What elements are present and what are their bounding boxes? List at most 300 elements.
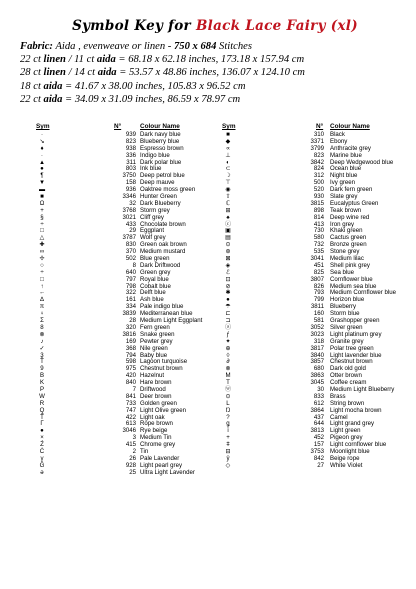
colour-name: Wolf grey	[140, 234, 166, 242]
key-row	[222, 173, 392, 180]
key-row	[222, 187, 392, 194]
colour-number: 161	[125, 296, 136, 304]
colour-name: Cornflower blue	[330, 275, 373, 283]
symbol: M	[225, 372, 231, 380]
colour-number: 598	[125, 358, 136, 366]
key-row	[222, 366, 392, 373]
colour-name: Hunter Green	[140, 193, 177, 201]
colour-name: Night blue	[330, 172, 358, 180]
size-part-a: 22 ct	[20, 93, 44, 105]
colour-name: White Violet	[330, 461, 363, 469]
colour-name: Chrome grey	[140, 441, 176, 449]
symbol: ǂ	[226, 441, 230, 449]
colour-number: 422	[125, 413, 136, 421]
size-part-d: aida	[96, 54, 116, 66]
colour-number: 975	[125, 365, 136, 373]
colour-name: Stone grey	[330, 248, 360, 256]
colour-number: 27	[317, 461, 324, 469]
symbol: ÷	[40, 220, 44, 228]
stitches-suffix: Stitches	[216, 41, 252, 52]
colour-number: 3045	[310, 379, 324, 387]
colour-name: Iron grey	[330, 220, 355, 228]
colour-number: 580	[313, 234, 324, 242]
colour-name: Ash blue	[140, 296, 164, 304]
colour-name: Light grand grey	[330, 420, 375, 428]
colour-name: Rye beige	[140, 427, 168, 435]
colour-number: 26	[129, 454, 136, 462]
colour-number: 29	[129, 227, 136, 235]
colour-name: Golden green	[140, 399, 177, 407]
symbol: ∙	[41, 151, 43, 159]
colour-number: 3864	[310, 406, 324, 414]
number-header: N°	[316, 123, 324, 130]
symbol: ⊙	[225, 241, 231, 249]
pattern-header	[20, 18, 410, 106]
size-line	[20, 66, 410, 79]
colour-number: 825	[313, 268, 324, 276]
colour-name: Dark navy blue	[140, 131, 181, 138]
colour-name: Blueberry blue	[140, 137, 180, 145]
symbol: Q	[39, 406, 45, 414]
key-row	[222, 463, 392, 470]
colour-name: Green oak brown	[140, 241, 187, 249]
symbol: ƒ	[226, 330, 230, 338]
colour-name: Bronze green	[330, 241, 367, 249]
colour-name: Light platinum grey	[330, 330, 382, 338]
symbol: §	[40, 213, 44, 221]
colour-number: 794	[125, 351, 136, 359]
colour-number: 938	[125, 144, 136, 152]
colour-number: 826	[313, 282, 324, 290]
size-part-e: = 53.57 x 48.86 inches, 136.07 x 124.10 cm	[116, 67, 305, 79]
colour-number: 3817	[310, 344, 324, 352]
colour-name: Medium Tin	[140, 434, 172, 442]
size-part-b: linen	[43, 67, 66, 79]
key-row	[222, 215, 392, 222]
colour-number: 3046	[122, 427, 136, 435]
symbol: □	[40, 227, 44, 235]
symbol: ǥ	[226, 420, 230, 428]
symbol: ×	[40, 434, 44, 442]
sym-header: Sym	[36, 123, 50, 130]
symbol: ǝ	[40, 468, 44, 476]
colour-name: Ink blue	[140, 165, 162, 173]
colour-number: 451	[313, 261, 324, 269]
colour-name: Medium Light Blueberry	[330, 385, 395, 393]
symbol: B	[39, 372, 45, 380]
colour-name: Pale indigo blue	[140, 303, 184, 311]
symbol: ▤	[225, 234, 231, 242]
sym-header: Sym	[222, 123, 236, 130]
colour-number: 30	[317, 385, 324, 393]
colour-name: Coffee cream	[330, 379, 367, 387]
colour-number: 793	[313, 289, 324, 297]
size-part-a: 28 ct	[20, 67, 44, 79]
colour-number: 322	[125, 289, 136, 297]
colour-name: Cliff grey	[140, 213, 164, 221]
colour-number: 613	[125, 420, 136, 428]
symbol: ✚	[39, 241, 45, 249]
symbol: ¶	[40, 172, 44, 180]
colour-number: 798	[125, 282, 136, 290]
symbol: ŷ	[226, 454, 230, 462]
symbol: +	[40, 206, 44, 214]
colour-number: 833	[313, 392, 324, 400]
key-row	[222, 421, 392, 428]
symbol: ⊏	[225, 310, 231, 318]
symbol: Ź	[40, 441, 44, 449]
key-row	[222, 428, 392, 435]
colour-name: Nile green	[140, 344, 168, 352]
colour-name: Medium lilac	[330, 255, 364, 263]
symbol: ⊗	[225, 365, 231, 373]
colour-number: 433	[125, 220, 136, 228]
key-row	[222, 132, 392, 139]
colour-name: Green grey	[140, 268, 171, 276]
symbol: ◈	[225, 261, 231, 269]
key-row	[36, 470, 222, 477]
colour-number: 437	[313, 413, 324, 421]
colour-name: Ocean blue	[330, 165, 362, 173]
symbol: ◐	[226, 158, 230, 166]
colour-number: 520	[313, 186, 324, 194]
symbol: ÷	[40, 268, 44, 276]
symbol: ⊕	[225, 344, 231, 352]
colour-number: 500	[313, 179, 324, 187]
title-prefix: Symbol Key for	[72, 18, 191, 34]
colour-number: 3023	[310, 330, 324, 338]
symbol: Σ	[40, 317, 44, 325]
size-lines	[20, 53, 410, 106]
colour-name: Marine blue	[330, 151, 362, 159]
colour-number: 733	[125, 399, 136, 407]
colour-name: Pewter grey	[140, 337, 173, 345]
colour-number: 318	[313, 337, 324, 345]
colour-name: Polar tree green	[330, 344, 374, 352]
colour-name: Otter brown	[330, 372, 362, 380]
colour-number: 32	[129, 199, 136, 207]
colour-name: Chocolate brown	[140, 220, 186, 228]
symbol: ǐ	[227, 427, 229, 435]
symbol: ∂	[226, 358, 230, 366]
symbol: ♀	[39, 310, 45, 318]
colour-number: 3839	[122, 310, 136, 318]
pattern-name: Black Lace Fairy (xl)	[195, 18, 358, 34]
colour-name: Tin	[140, 447, 149, 455]
symbol: ·	[40, 131, 44, 138]
symbol: ◇	[225, 461, 231, 469]
size-line	[20, 93, 410, 106]
symbol: ▣	[225, 227, 231, 235]
size-part-b: aida	[43, 80, 63, 92]
colour-name: Deep petrol blue	[140, 172, 185, 180]
colour-number: 814	[313, 213, 324, 221]
colour-name: Ebony	[330, 137, 348, 145]
colour-name: Chestnut brown	[140, 365, 183, 373]
symbol: ℰ	[226, 268, 230, 276]
symbol: ✦	[225, 337, 231, 345]
colour-name: Medium sea blue	[330, 282, 377, 290]
colour-name: Deer brown	[140, 392, 172, 400]
symbol: ◊	[226, 351, 230, 359]
colour-number: 415	[125, 441, 136, 449]
colour-number: 3768	[122, 206, 136, 214]
colour-number: 320	[125, 323, 136, 331]
colour-name: Dark old gold	[330, 365, 366, 373]
symbol: ●	[226, 296, 230, 304]
colour-number: 842	[313, 454, 324, 462]
left-column	[36, 123, 222, 477]
colour-name: Baby blue	[140, 351, 168, 359]
key-row	[222, 228, 392, 235]
colour-number: 3753	[310, 447, 324, 455]
colour-number: 840	[125, 379, 136, 387]
colour-number: 644	[313, 420, 324, 428]
symbol: Ċ	[39, 447, 45, 455]
symbol: ■	[40, 193, 44, 201]
symbol: ↑	[40, 282, 44, 290]
colour-name: Teak brown	[330, 206, 362, 214]
colour-number: 3799	[310, 144, 324, 152]
colour-name: Medium mustard	[140, 248, 186, 256]
symbol: ⓐ	[224, 323, 232, 331]
symbol: ♦	[40, 144, 44, 152]
symbol: ↘	[39, 137, 45, 145]
key-row	[222, 263, 392, 270]
symbol: γ	[40, 454, 44, 462]
colour-name: Dark fern green	[330, 186, 373, 194]
colour-number: 3857	[310, 358, 324, 366]
symbol: Ĝ	[39, 461, 45, 469]
colour-number: 823	[125, 137, 136, 145]
colour-name: Granite grey	[330, 337, 364, 345]
colour-number: 2	[132, 447, 136, 455]
symbol: ☽	[225, 172, 231, 180]
colour-name: Deep Wedgewood blue	[330, 158, 394, 166]
colour-number: 28	[129, 317, 136, 325]
colour-name: Camel	[330, 413, 348, 421]
symbol: ⊙	[225, 392, 231, 400]
key-row	[222, 408, 392, 415]
key-row	[222, 166, 392, 173]
key-row	[222, 160, 392, 167]
colour-name: Ultra Light Lavender	[140, 468, 195, 476]
colour-name: Light pearl grey	[140, 461, 183, 469]
colour-name: Light cornflower blue	[330, 441, 387, 449]
colour-name: Deep mauve	[140, 179, 175, 187]
symbol: ⊐	[225, 317, 231, 325]
colour-name: Storm grey	[140, 206, 170, 214]
colour-name: Rope brown	[140, 420, 173, 428]
colour-number: 797	[125, 275, 136, 283]
symbol: ◉	[225, 186, 231, 194]
colour-number: 581	[313, 317, 324, 325]
symbol: ⊡	[225, 275, 231, 283]
symbol: +	[226, 434, 230, 442]
symbol: ■	[226, 131, 230, 138]
colour-number: 370	[125, 248, 136, 256]
colour-number: 157	[313, 441, 324, 449]
symbol: ⊟	[225, 447, 231, 455]
colour-name: Eucalyptus Green	[330, 199, 379, 207]
colour-number: 3840	[310, 351, 324, 359]
colour-name: Light green	[330, 427, 361, 435]
symbol: ✱	[225, 289, 231, 297]
colour-number: 334	[125, 303, 136, 311]
symbol: ⊘	[225, 282, 231, 290]
size-part-b: linen	[43, 54, 66, 66]
colour-name: Pale Lavender	[140, 454, 180, 462]
colour-number: 368	[125, 344, 136, 352]
colour-number: 730	[313, 227, 324, 235]
symbol: π	[39, 303, 45, 311]
key-row	[222, 318, 392, 325]
colour-name: Shell pink grey	[330, 261, 370, 269]
colour-name: Hazelnut	[140, 372, 165, 380]
colour-number: 928	[125, 461, 136, 469]
colour-name: Light lavender blue	[330, 351, 382, 359]
colour-name: Chestnut brown	[330, 358, 373, 366]
size-line	[20, 80, 410, 93]
key-row	[36, 380, 222, 387]
colour-number: 939	[125, 131, 136, 138]
key-row	[222, 297, 392, 304]
colour-number: 7	[132, 385, 136, 393]
colour-number: 3815	[310, 199, 324, 207]
symbol: Γ	[40, 420, 44, 428]
colour-number: 312	[313, 172, 324, 180]
colour-name: Black	[330, 131, 345, 138]
key-row	[36, 256, 222, 263]
symbol: Ť	[40, 413, 44, 421]
colour-name: Medium Light Eggplant	[140, 317, 203, 325]
key-row	[36, 442, 222, 449]
colour-name: Ivy green	[330, 179, 356, 187]
colour-name: Deep wine red	[330, 213, 370, 221]
fabric-sizes	[20, 40, 410, 106]
colour-number: 3787	[122, 234, 136, 242]
symbol: L	[226, 399, 230, 407]
symbol: ∆	[40, 296, 44, 304]
colour-number: 25	[129, 468, 136, 476]
key-row	[222, 359, 392, 366]
colour-number: 680	[313, 365, 324, 373]
symbol: P	[39, 385, 45, 393]
colour-name: Indigo blue	[140, 151, 170, 159]
colour-name-header: Colour Name	[330, 123, 370, 130]
key-row	[222, 373, 392, 380]
colour-number: 747	[125, 406, 136, 414]
right-header	[222, 123, 392, 132]
symbol: ◆	[225, 137, 231, 145]
colour-number: 640	[125, 268, 136, 276]
symbol: ⊠	[225, 255, 231, 263]
colour-name: Blue green	[140, 255, 170, 263]
key-row	[222, 394, 392, 401]
symbol: ☂	[225, 303, 231, 311]
colour-name: Light oak	[140, 413, 165, 421]
symbol: ⓒ	[224, 220, 232, 228]
colour-name: Anthracite grey	[330, 144, 371, 152]
colour-name: Grashopper green	[330, 317, 380, 325]
colour-name: Oaktree moss green	[140, 186, 196, 194]
size-part-e: = 34.09 x 31.09 inches, 86.59 x 78.97 cm	[62, 93, 241, 105]
colour-name: Hare brown	[140, 379, 172, 387]
symbol: ▬	[38, 186, 46, 194]
colour-name: Silver green	[330, 323, 363, 331]
key-row	[222, 249, 392, 256]
size-part-a: 22 ct	[20, 54, 44, 66]
symbol: ⊥	[225, 151, 231, 159]
colour-number: 732	[313, 241, 324, 249]
colour-number: 3863	[310, 372, 324, 380]
colour-name: Moonlight blue	[330, 447, 370, 455]
symbol: △	[39, 234, 45, 242]
symbol: ∞	[39, 248, 45, 256]
symbol: ♪	[40, 337, 44, 345]
colour-name-header: Colour Name	[140, 123, 180, 130]
colour-name: Horizon blue	[330, 296, 365, 304]
colour-number: 535	[313, 248, 324, 256]
symbol: ⇧	[225, 193, 231, 201]
colour-name: Beige rope	[330, 454, 360, 462]
colour-number: 3	[132, 434, 136, 442]
colour-number: 3052	[310, 323, 324, 331]
key-row	[222, 456, 392, 463]
symbol: Ŋ	[225, 406, 231, 414]
size-part-d: aida	[97, 67, 117, 79]
colour-number: 898	[313, 206, 324, 214]
colour-number: 824	[313, 165, 324, 173]
colour-number: 452	[313, 434, 324, 442]
colour-name: Mediterranean blue	[140, 310, 193, 318]
colour-number: 420	[125, 372, 136, 380]
symbol: ○	[40, 261, 44, 269]
colour-name: Fern green	[140, 323, 170, 331]
colour-name: Cobalt blue	[140, 282, 171, 290]
symbol: ⊛	[225, 248, 231, 256]
symbol: ▼	[38, 179, 46, 187]
key-row	[222, 304, 392, 311]
colour-number: 936	[125, 186, 136, 194]
colour-number: 612	[313, 399, 324, 407]
colour-name: String brown	[330, 399, 365, 407]
colour-number: 311	[126, 158, 136, 166]
colour-number: 3346	[122, 193, 136, 201]
symbol: ⓦ	[224, 385, 232, 393]
colour-number: 158	[125, 179, 136, 187]
symbol: 3	[40, 351, 44, 359]
colour-number: 803	[125, 165, 136, 173]
size-line	[20, 53, 410, 66]
colour-name: Light mocha brown	[330, 406, 382, 414]
colour-number: 169	[125, 337, 136, 345]
key-row	[222, 385, 395, 394]
colour-number: 3811	[310, 303, 324, 311]
colour-number: 3816	[122, 330, 136, 338]
key-row	[222, 242, 392, 249]
colour-name: Light Olive green	[140, 406, 187, 414]
colour-number: 3842	[310, 158, 324, 166]
symbol: W	[39, 392, 45, 400]
size-part-c: / 14 ct	[65, 67, 98, 79]
colour-name: Medium Cornflower blue	[330, 289, 397, 297]
right-column	[222, 123, 397, 470]
number-header: N°	[114, 123, 122, 130]
colour-name: Espresso brown	[140, 144, 184, 152]
colour-number: 160	[313, 310, 324, 318]
key-row	[222, 201, 392, 208]
